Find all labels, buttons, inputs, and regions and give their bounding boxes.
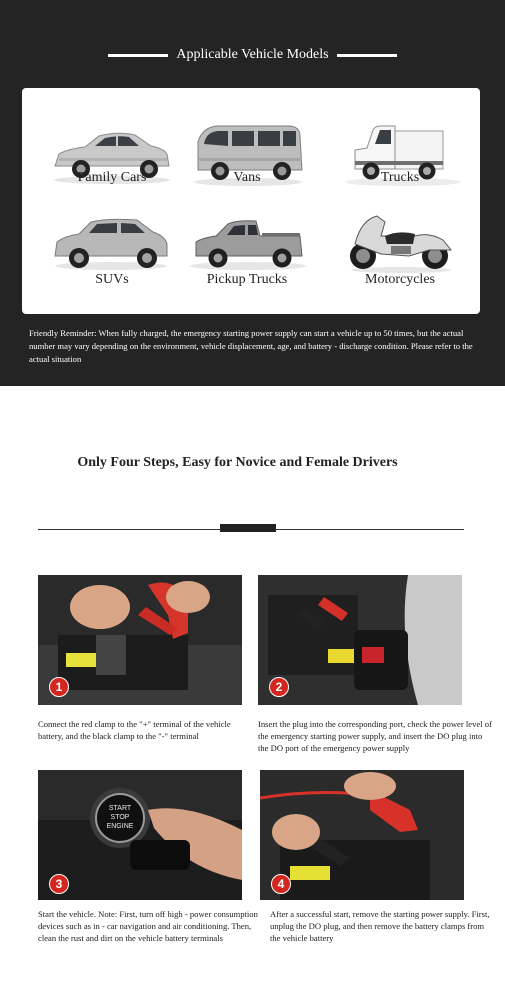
friendly-reminder-text: Friendly Reminder: When fully charged, the emergency starting power supply can start a vehicle up to 50 times, but the actual number may vary depending on the environment, vehicle displacement, age, and battery - discharge condition. Please refer to the actual situation (29, 328, 473, 364)
vehicle-motorcycles (325, 214, 475, 314)
vehicle-label: Trucks (380, 170, 420, 185)
step-3-description: Start the vehicle. Note: First, turn off high - power consumption devices such as in - car navigation and air conditioning. Then, clean the rust and dirt on the vehicle battery terminals (38, 909, 258, 944)
heading-right-bar (337, 54, 397, 57)
vehicle-pickup-trucks (172, 214, 322, 314)
vehicle-models-card (22, 88, 480, 314)
heading-left-bar (108, 54, 168, 57)
vehicle-label: Pickup Trucks (206, 272, 288, 287)
vehicle-label: Motorcycles (365, 272, 435, 287)
steps-section-title: Only Four Steps, Easy for Novice and Female Drivers (77, 455, 398, 470)
step-number-badge: 1 (49, 677, 69, 697)
step-3-photo (38, 770, 242, 900)
step-number-badge: 4 (271, 874, 291, 894)
step-1-photo (38, 575, 242, 705)
section-divider-accent (220, 524, 276, 532)
engine-button-text: ENGINE (106, 823, 134, 830)
step-number-badge: 3 (49, 874, 69, 894)
start-button-text: START (108, 805, 132, 812)
stop-button-text: STOP (110, 814, 130, 821)
step-4-description: After a successful start, remove the starting power supply. First, unplug the DO plug, and then remove the battery clamps from the vehicle battery (270, 909, 490, 944)
vehicle-models-section (0, 0, 505, 386)
step-1-description: Connect the red clamp to the "+" terminal of the vehicle battery, and the black clamp to the "-" terminal (38, 719, 231, 742)
vehicle-label: Family Cars (77, 170, 147, 185)
vehicle-trucks (325, 114, 475, 214)
vehicle-family-cars (37, 114, 187, 214)
vehicle-vans (172, 114, 322, 214)
section-title: Applicable Vehicle Models (176, 47, 329, 62)
step-2-description: Insert the plug into the corresponding port, check the power level of the emergency starting power supply, and insert the DO plug into the DO port of the emergency power supply (258, 719, 492, 754)
step-number-badge: 2 (269, 677, 289, 697)
vehicle-label: Vans (233, 170, 261, 185)
vehicle-suvs (37, 214, 187, 314)
step-2-photo (258, 575, 462, 705)
step-4-photo (260, 770, 464, 900)
vehicle-label: SUVs (95, 272, 129, 287)
section-heading (0, 44, 505, 66)
